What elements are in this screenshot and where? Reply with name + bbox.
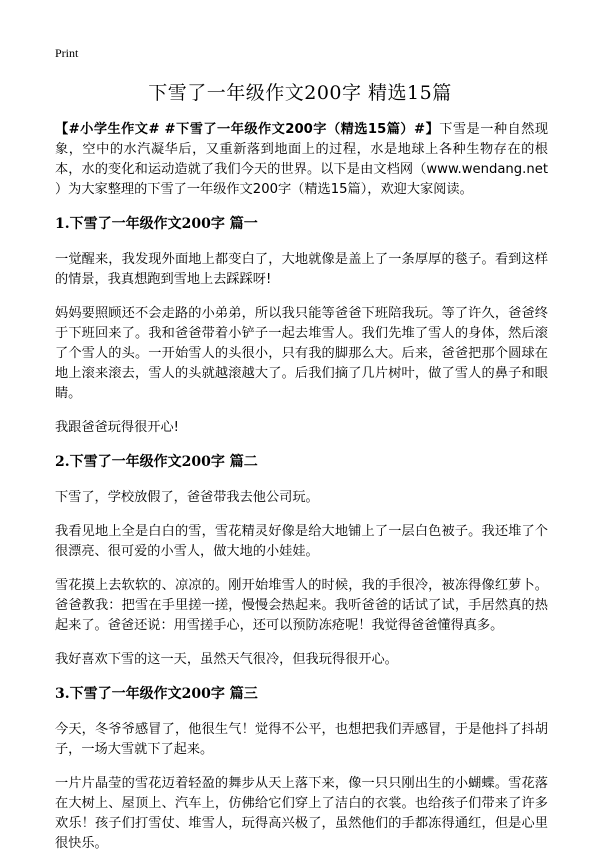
section-paragraph: 今天，冬爷爷感冒了，他很生气！觉得不公平，也想把我们弄感冒，于是他抖了抖胡子，一场大雪就下了起来。 [55,722,548,757]
intro-text: 下雪是一种自然现象，空中的水汽凝华后，又重新落到地面上的过程，水是地球上各种生物存在的根本，水的变化和运动造就了我们今天的世界。以下是由文档网（www.wendang.net ）为大家整理的下雪了一年级作文200字（精选15篇），欢迎大家阅读。 [55,122,549,197]
section-heading: 1.下雪了一年级作文200字 篇一 [55,216,258,232]
print-label: Print [55,46,79,60]
section-heading: 3.下雪了一年级作文200字 篇三 [55,686,258,702]
document-title: 下雪了一年级作文200字 精选15篇 [148,82,452,104]
section-heading: 2.下雪了一年级作文200字 篇二 [55,454,258,470]
document-body [55,120,548,868]
intro-paragraph [55,120,548,200]
section-paragraph: 雪花摸上去软软的、凉凉的。刚开始堆雪人的时候，我的手很冷，被冻得像红萝卜。爸爸教我：把雪在手里搓一搓，慢慢会热起来。我听爸爸的话试了试，手居然真的热起来了。爸爸还说：用雪搓手心，还可以预防冻疮呢！我觉得爸爸懂得真多。 [55,578,548,633]
section-paragraph: 一片片晶莹的雪花迈着轻盈的舞步从天上落下来，像一只只刚出生的小蝴蝶。雪花落在大树上、屋顶上、汽车上，仿佛给它们穿上了洁白的衣裳。也给孩子们带来了许多欢乐！孩子们打雪仗、堆雪人，玩得高兴极了，虽然他们的手都冻得通红，但是心里很快乐。 [55,776,548,851]
section-paragraph: 一觉醒来，我发现外面地上都变白了，大地就像是盖上了一条厚厚的毯子。看到这样的情景，我真想跑到雪地上去踩踩呀! [55,252,548,287]
section-paragraph: 我看见地上全是白白的雪，雪花精灵好像是给大地铺上了一层白色被子。我还堆了个很漂亮、很可爱的小雪人，做大地的小娃娃。 [55,524,548,559]
section-paragraph: 下雪了，学校放假了，爸爸带我去他公司玩。 [55,490,319,505]
intro-tag: 【#小学生作文# #下雪了一年级作文200字（精选15篇）#】 [55,122,440,137]
section-paragraph: 我跟爸爸玩得很开心! [55,420,179,435]
section-paragraph: 妈妈要照顾还不会走路的小弟弟，所以我只能等爸爸下班陪我玩。等了许久，爸爸终于下班回来了。我和爸爸带着小铲子一起去堆雪人。我们先堆了雪人的身体，然后滚了个雪人的头。一开始雪人的头很小，只有我的脚那么大。后来，爸爸把那个圆球在地上滚来滚去，雪人的头就越滚越大了。后我们摘了几片树叶，做了雪人的鼻子和眼睛。 [55,306,548,401]
section-paragraph: 我好喜欢下雪的这一天，虽然天气很冷，但我玩得很开心。 [55,652,398,667]
